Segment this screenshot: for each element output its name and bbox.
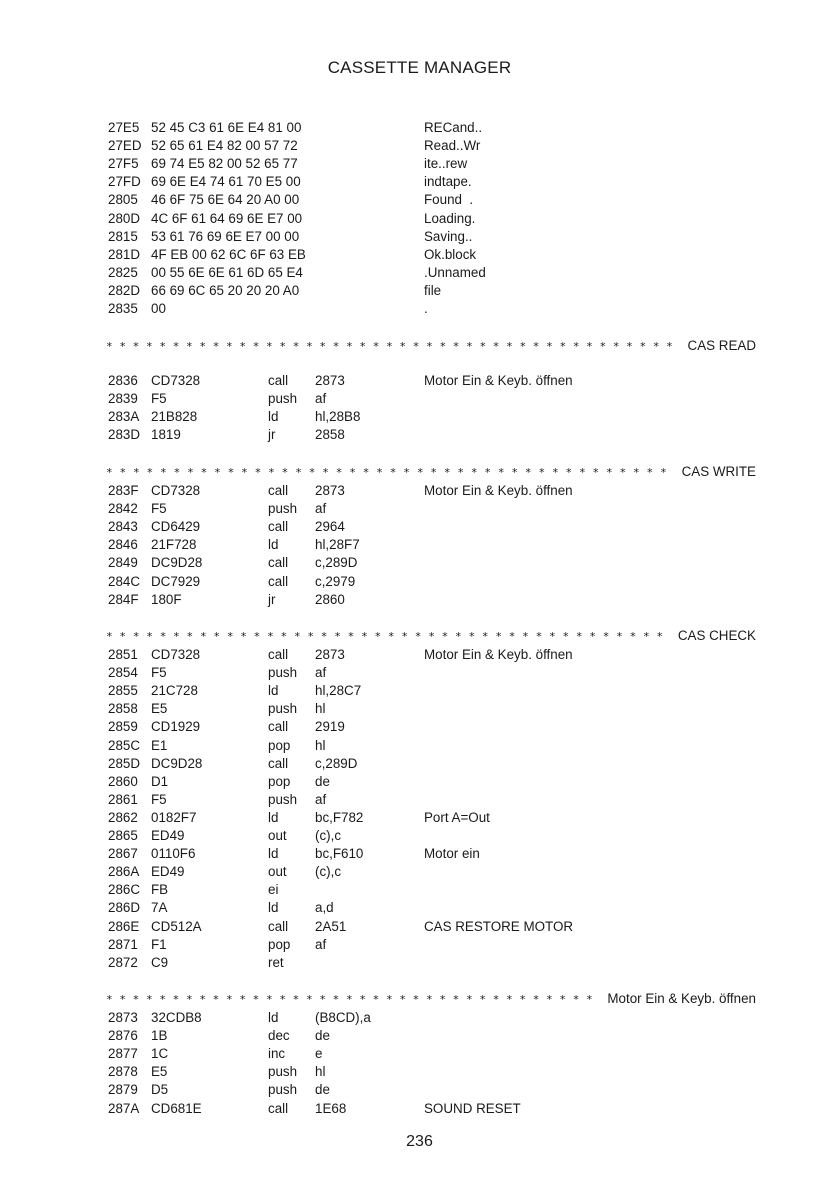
ascii-text: Ok.block: [424, 246, 477, 262]
operand: de: [315, 1082, 330, 1098]
hex-bytes: 53 61 76 69 6E E7 00 00: [151, 228, 300, 244]
page-number: 236: [406, 1133, 433, 1150]
code-line: [0, 536, 839, 554]
code-line: [0, 936, 839, 954]
address: 27F5: [108, 156, 139, 172]
operand: hl,28C7: [315, 683, 362, 699]
data-row: [0, 119, 839, 137]
page-title: CASSETTE MANAGER: [327, 58, 512, 77]
operand: (B8CD),a: [315, 1010, 371, 1025]
address: 2839: [108, 391, 138, 407]
opcode-bytes: 32CDB8: [151, 1010, 202, 1025]
operand: af: [315, 936, 327, 952]
operand: af: [315, 501, 327, 517]
ascii-text: file: [424, 282, 442, 298]
operand: hl: [315, 1064, 326, 1080]
operand: bc,F610: [315, 846, 364, 862]
operand: e: [315, 1046, 323, 1062]
address: 27E5: [108, 120, 140, 135]
operand: bc,F782: [315, 809, 364, 825]
operand: 2858: [315, 427, 345, 443]
mnemonic: call: [268, 519, 289, 535]
code-line: [0, 1045, 839, 1063]
opcode-bytes: CD512A: [151, 918, 202, 934]
opcode-bytes: 0182F7: [151, 809, 197, 825]
code-line: [0, 408, 839, 426]
section-label: CAS CHECK: [677, 628, 756, 643]
address: 286D: [108, 900, 141, 916]
opcode-bytes: DC7929: [151, 573, 201, 589]
opcode-bytes: 21B828: [151, 409, 198, 425]
opcode-bytes: 21C728: [151, 683, 198, 699]
address: 2860: [108, 773, 138, 789]
ascii-text: Read..Wr: [424, 138, 481, 154]
ascii-text: indtape.: [424, 174, 472, 190]
operand: 2873: [315, 373, 345, 388]
code-line: [0, 1081, 839, 1099]
mnemonic: out: [268, 864, 287, 880]
hex-bytes: 52 65 61 E4 82 00 57 72: [151, 138, 298, 154]
code-line: [0, 1063, 839, 1081]
code-line: [0, 863, 839, 881]
address: 2805: [108, 192, 138, 208]
operand: 2873: [315, 647, 345, 662]
ascii-text: Found .: [424, 192, 474, 208]
address: 2861: [108, 791, 138, 807]
mnemonic: ld: [268, 409, 279, 425]
mnemonic: ld: [268, 1010, 279, 1025]
address: 286C: [108, 882, 141, 898]
mnemonic: push: [268, 391, 298, 407]
code-line: [0, 700, 839, 718]
address: 283D: [108, 427, 141, 443]
data-row: [0, 228, 839, 246]
address: 2862: [108, 809, 138, 825]
address: 2851: [108, 647, 138, 662]
star-rule: *******************************************: [106, 340, 680, 353]
address: 285D: [108, 755, 141, 771]
opcode-bytes: 21F728: [151, 537, 197, 553]
opcode-bytes: F1: [151, 936, 167, 952]
data-row: [0, 264, 839, 282]
ascii-text: .Unnamed: [424, 264, 486, 280]
comment: Motor Ein & Keyb. öffnen: [424, 373, 573, 388]
comment: CAS RESTORE MOTOR: [424, 918, 574, 934]
mnemonic: out: [268, 828, 287, 843]
code-line: [0, 573, 839, 591]
operand: a,d: [315, 900, 334, 916]
hex-bytes: 69 74 E5 82 00 52 65 77: [151, 156, 298, 172]
address: 283A: [108, 409, 140, 425]
address: 2858: [108, 701, 138, 717]
operand: 2A51: [315, 918, 347, 934]
data-row: [0, 191, 839, 209]
mnemonic: call: [268, 483, 289, 498]
code-line: [0, 426, 839, 444]
ascii-text: RECand..: [424, 120, 483, 135]
operand: de: [315, 773, 330, 789]
operand: hl,28B8: [315, 409, 361, 425]
address: 2859: [108, 719, 138, 735]
ascii-text: ite..rew: [424, 156, 468, 172]
address: 2825: [108, 264, 138, 280]
operand: 2919: [315, 719, 345, 735]
opcode-bytes: CD681E: [151, 1100, 202, 1116]
mnemonic: call: [268, 1100, 289, 1116]
operand: 2873: [315, 483, 345, 498]
address: 284C: [108, 573, 141, 589]
code-line: [0, 1100, 839, 1118]
data-row: [0, 282, 839, 300]
hex-bytes: 46 6F 75 6E 64 20 A0 00: [151, 192, 300, 208]
address: 2846: [108, 537, 138, 553]
address: 2815: [108, 228, 138, 244]
opcode-bytes: F5: [151, 791, 167, 807]
operand: c,2979: [315, 573, 356, 589]
address: 282D: [108, 282, 141, 298]
code-line: [0, 809, 839, 827]
opcode-bytes: FB: [151, 882, 169, 898]
mnemonic: call: [268, 373, 289, 388]
code-line: [0, 1027, 839, 1045]
opcode-bytes: 1B: [151, 1028, 168, 1044]
opcode-bytes: DC9D28: [151, 555, 203, 571]
section-label: CAS READ: [687, 338, 756, 353]
opcode-bytes: F5: [151, 391, 167, 407]
operand: 2860: [315, 591, 345, 607]
address: 2835: [108, 301, 138, 316]
mnemonic: dec: [268, 1028, 290, 1044]
code-line: [0, 591, 839, 609]
address: 2872: [108, 954, 138, 970]
code-line: [0, 718, 839, 736]
opcode-bytes: 1C: [151, 1046, 169, 1062]
hex-bytes: 4F EB 00 62 6C 6F 63 EB: [151, 246, 306, 262]
mnemonic: pop: [268, 936, 291, 952]
address: 2873: [108, 1010, 138, 1025]
code-line: [0, 664, 839, 682]
address: 2843: [108, 519, 138, 535]
code-line: [0, 881, 839, 899]
mnemonic: push: [268, 501, 298, 517]
comment: Motor Ein & Keyb. öffnen: [424, 647, 573, 662]
opcode-bytes: CD7328: [151, 373, 201, 388]
data-row: [0, 137, 839, 155]
opcode-bytes: CD1929: [151, 719, 201, 735]
operand: (c),c: [315, 828, 342, 843]
opcode-bytes: E5: [151, 1064, 168, 1080]
mnemonic: push: [268, 1064, 298, 1080]
mnemonic: call: [268, 555, 289, 571]
address: 2836: [108, 373, 138, 388]
address: 287A: [108, 1100, 140, 1116]
ascii-text: .: [424, 301, 428, 316]
mnemonic: call: [268, 719, 289, 735]
address: 2878: [108, 1064, 138, 1080]
opcode-bytes: F5: [151, 501, 167, 517]
operand: af: [315, 665, 327, 681]
hex-bytes: 4C 6F 61 64 69 6E E7 00: [151, 210, 303, 226]
operand: hl: [315, 701, 326, 717]
opcode-bytes: F5: [151, 665, 167, 681]
data-row: [0, 173, 839, 191]
address: 2867: [108, 846, 138, 862]
address: 2842: [108, 501, 138, 517]
data-row: [0, 210, 839, 228]
section-label: CAS WRITE: [681, 464, 756, 479]
hex-bytes: 00 55 6E 6E 61 6D 65 E4: [151, 264, 303, 280]
operand: hl: [315, 737, 326, 753]
mnemonic: jr: [268, 591, 276, 607]
address: 280D: [108, 210, 141, 226]
code-line: [0, 918, 839, 936]
operand: 1E68: [315, 1100, 347, 1116]
address: 286A: [108, 864, 140, 880]
mnemonic: call: [268, 573, 289, 589]
section-label: Motor Ein & Keyb. öffnen: [607, 991, 756, 1006]
mnemonic: push: [268, 665, 298, 681]
opcode-bytes: 7A: [151, 900, 168, 916]
data-row: [0, 155, 839, 173]
address: 2865: [108, 828, 138, 843]
star-rule: ******************************************: [106, 466, 674, 479]
code-line: [0, 755, 839, 773]
data-row: [0, 246, 839, 264]
opcode-bytes: C9: [151, 954, 169, 970]
address: 2854: [108, 665, 138, 681]
code-line: [0, 737, 839, 755]
operand: af: [315, 391, 327, 407]
mnemonic: ld: [268, 846, 279, 862]
hex-bytes: 52 45 C3 61 6E E4 81 00: [151, 120, 302, 135]
opcode-bytes: 180F: [151, 591, 182, 607]
mnemonic: ld: [268, 809, 279, 825]
code-line: [0, 827, 839, 845]
opcode-bytes: D1: [151, 773, 169, 789]
code-line: [0, 372, 839, 390]
address: 2879: [108, 1082, 138, 1098]
section-separator: [0, 627, 839, 645]
code-line: [0, 899, 839, 917]
address: 285C: [108, 737, 141, 753]
data-row: [0, 300, 839, 318]
code-line: [0, 554, 839, 572]
ascii-text: Saving..: [424, 228, 473, 244]
opcode-bytes: CD6429: [151, 519, 201, 535]
opcode-bytes: DC9D28: [151, 755, 203, 771]
mnemonic: ei: [268, 882, 279, 898]
address: 2877: [108, 1046, 138, 1062]
code-line: [0, 954, 839, 972]
operand: de: [315, 1028, 330, 1044]
mnemonic: ld: [268, 900, 279, 916]
operand: c,289D: [315, 755, 358, 771]
address: 2855: [108, 683, 138, 699]
address: 27ED: [108, 138, 142, 154]
operand: af: [315, 791, 327, 807]
opcode-bytes: CD7328: [151, 647, 201, 662]
comment: Motor Ein & Keyb. öffnen: [424, 483, 573, 498]
mnemonic: call: [268, 755, 289, 771]
code-line: [0, 390, 839, 408]
mnemonic: push: [268, 701, 298, 717]
code-line: [0, 791, 839, 809]
hex-bytes: 00: [151, 301, 166, 316]
mnemonic: inc: [268, 1046, 286, 1062]
section-separator: [0, 463, 839, 481]
section-separator: [0, 337, 839, 355]
opcode-bytes: 0110F6: [151, 846, 196, 862]
star-rule: ******************************************: [106, 630, 670, 643]
opcode-bytes: ED49: [151, 864, 185, 880]
address: 281D: [108, 246, 141, 262]
operand: 2964: [315, 519, 345, 535]
opcode-bytes: ED49: [151, 828, 185, 843]
address: 286E: [108, 918, 140, 934]
section-separator: [0, 990, 839, 1008]
mnemonic: ld: [268, 683, 279, 699]
address: 283F: [108, 483, 139, 498]
code-line: [0, 646, 839, 664]
opcode-bytes: E5: [151, 701, 168, 717]
code-line: [0, 518, 839, 536]
operand: hl,28F7: [315, 537, 360, 553]
code-line: [0, 482, 839, 500]
code-line: [0, 682, 839, 700]
mnemonic: pop: [268, 773, 291, 789]
star-rule: *************************************: [106, 993, 600, 1006]
opcode-bytes: 1819: [151, 427, 181, 443]
opcode-bytes: CD7328: [151, 483, 201, 498]
mnemonic: jr: [268, 427, 276, 443]
mnemonic: push: [268, 1082, 298, 1098]
address: 27FD: [108, 174, 141, 190]
mnemonic: call: [268, 647, 289, 662]
comment: Port A=Out: [424, 809, 490, 825]
code-line: [0, 845, 839, 863]
code-line: [0, 773, 839, 791]
comment: SOUND RESET: [424, 1100, 521, 1116]
mnemonic: push: [268, 791, 298, 807]
mnemonic: ret: [268, 954, 284, 970]
operand: (c),c: [315, 864, 342, 880]
mnemonic: ld: [268, 537, 279, 553]
mnemonic: pop: [268, 737, 291, 753]
code-line: [0, 500, 839, 518]
operand: c,289D: [315, 555, 358, 571]
address: 2871: [108, 936, 138, 952]
comment: Motor ein: [424, 846, 480, 862]
address: 284F: [108, 591, 139, 607]
hex-bytes: 69 6E E4 74 61 70 E5 00: [151, 174, 301, 190]
mnemonic: call: [268, 918, 289, 934]
address: 2849: [108, 555, 138, 571]
ascii-text: Loading.: [424, 210, 476, 226]
opcode-bytes: E1: [151, 737, 168, 753]
address: 2876: [108, 1028, 138, 1044]
opcode-bytes: D5: [151, 1082, 169, 1098]
hex-bytes: 66 69 6C 65 20 20 20 A0: [151, 282, 300, 298]
code-line: [0, 1009, 839, 1027]
